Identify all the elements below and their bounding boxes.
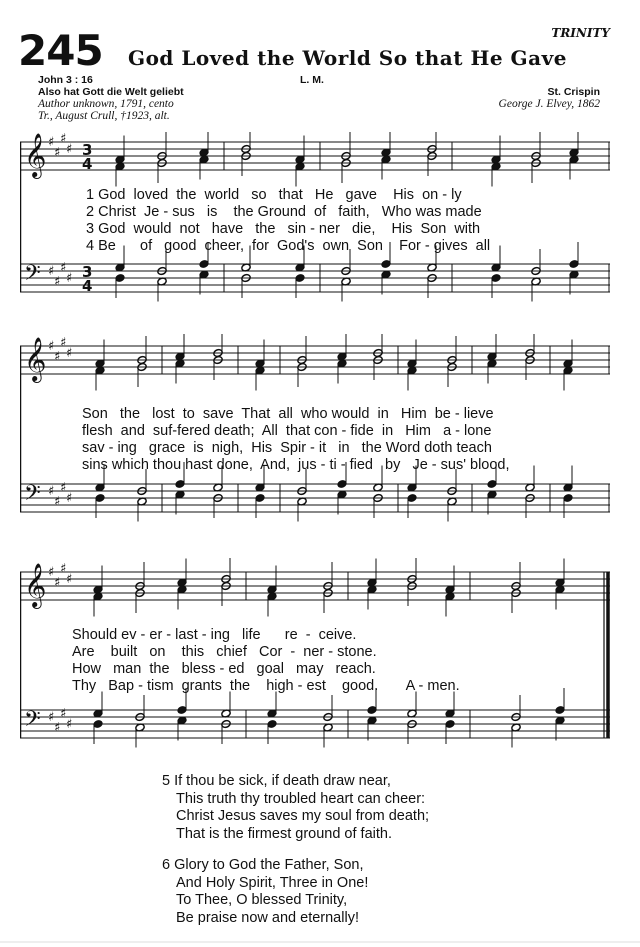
composer-credit: George J. Elvey, 1862 xyxy=(498,98,600,110)
sharp-icon: ♯ xyxy=(48,135,55,150)
lyric-line: 3 God would not have the sin - ner die, His Son with xyxy=(86,221,481,237)
lyric-line: 4 Be of good cheer, for God's own Son For - gives all xyxy=(86,238,491,254)
stanza-line: 6 Glory to God the Father, Son, xyxy=(162,857,364,873)
author-credit: Author unknown, 1791, cento xyxy=(38,98,174,110)
sharp-icon: ♯ xyxy=(48,264,55,279)
treble-clef-icon: 𝄞 xyxy=(24,133,47,177)
lyric-line: flesh and suf-fered death; All that con - fide in Him a - lone xyxy=(82,423,492,439)
sharp-icon: ♯ xyxy=(48,484,55,499)
hymn-number: 245 xyxy=(18,26,103,75)
section-label: TRINITY xyxy=(551,26,610,40)
sharp-icon: ♯ xyxy=(48,565,55,580)
lyric-line: 2 Christ Je - sus is the Ground of faith, Who was made xyxy=(86,204,482,220)
lyric-line: Thy Bap - tism grants the high - est good. A - men. xyxy=(72,678,460,694)
sharp-icon: ♯ xyxy=(54,274,61,290)
sharp-icon: ♯ xyxy=(54,575,61,591)
bass-clef-icon: 𝄢 xyxy=(24,707,41,737)
sharp-icon: ♯ xyxy=(60,706,67,722)
hymn-title: God Loved the World So that He Gave xyxy=(128,46,567,70)
scripture-reference: John 3 : 16 xyxy=(38,74,93,86)
lyric-line: Should ev - er - last - ing life re - ceive. xyxy=(72,627,357,643)
treble-clef-icon: 𝄞 xyxy=(24,337,47,381)
sharp-icon: ♯ xyxy=(60,132,67,147)
stanza-line: 5 If thou be sick, if death draw near, xyxy=(162,773,391,789)
stanza-line: That is the firmest ground of faith. xyxy=(176,825,392,842)
bass-clef-icon: 𝄢 xyxy=(24,481,41,511)
sharp-icon: ♯ xyxy=(66,572,73,587)
sharp-icon: ♯ xyxy=(66,271,73,286)
time-signature-top: 3 xyxy=(82,141,93,159)
page-edge xyxy=(0,937,640,947)
stanza-line: Christ Jesus saves my soul from death; xyxy=(176,808,430,824)
translator-credit: Tr., August Crull, †1923, alt. xyxy=(38,110,170,122)
sharp-icon: ♯ xyxy=(66,717,73,732)
sharp-icon: ♯ xyxy=(60,561,67,577)
meter: L. M. xyxy=(300,74,324,86)
stanza-line: This truth thy troubled heart can cheer: xyxy=(176,790,426,807)
stanza-line: And Holy Spirit, Three in One! xyxy=(176,874,369,891)
sharp-icon: ♯ xyxy=(48,339,55,354)
lyric-line: How man the bless - ed goal may reach. xyxy=(72,661,376,677)
stanza-6 xyxy=(162,857,368,927)
stanza-5 xyxy=(162,773,429,843)
tune-name: St. Crispin xyxy=(547,86,600,98)
lyric-line: sins which thou hast done, And, jus - ti - fied by Je - sus' blood, xyxy=(82,457,510,473)
sharp-icon: ♯ xyxy=(54,494,61,510)
lyric-line: 1 God loved the world so that He gave His on - ly xyxy=(86,187,462,203)
sharp-icon: ♯ xyxy=(54,145,61,161)
sharp-icon: ♯ xyxy=(66,346,73,361)
sharp-icon: ♯ xyxy=(66,491,73,506)
original-title: Also hat Gott die Welt geliebt xyxy=(38,86,184,98)
sharp-icon: ♯ xyxy=(66,142,73,157)
lyric-line: sav - ing grace is nigh, His Spir - it in the Word doth teach xyxy=(82,440,492,456)
lyric-line: Son the lost to save That all who would in Him be - lieve xyxy=(82,406,494,422)
lyric-line: Are built on this chief Cor - ner - stone. xyxy=(72,644,377,660)
stanza-line: Be praise now and eternally! xyxy=(176,909,359,926)
sharp-icon: ♯ xyxy=(60,480,67,496)
sharp-icon: ♯ xyxy=(48,710,55,725)
sharp-icon: ♯ xyxy=(54,349,61,365)
sharp-icon: ♯ xyxy=(54,720,61,736)
time-signature-bottom: 4 xyxy=(82,155,93,173)
time-signature-bottom: 4 xyxy=(82,277,93,295)
treble-clef-icon: 𝄞 xyxy=(24,563,47,607)
stanza-line: To Thee, O blessed Trinity, xyxy=(176,892,348,908)
time-signature-top: 3 xyxy=(82,263,93,281)
sharp-icon: ♯ xyxy=(60,335,67,351)
sharp-icon: ♯ xyxy=(60,260,67,276)
bass-clef-icon: 𝄢 xyxy=(24,261,41,291)
